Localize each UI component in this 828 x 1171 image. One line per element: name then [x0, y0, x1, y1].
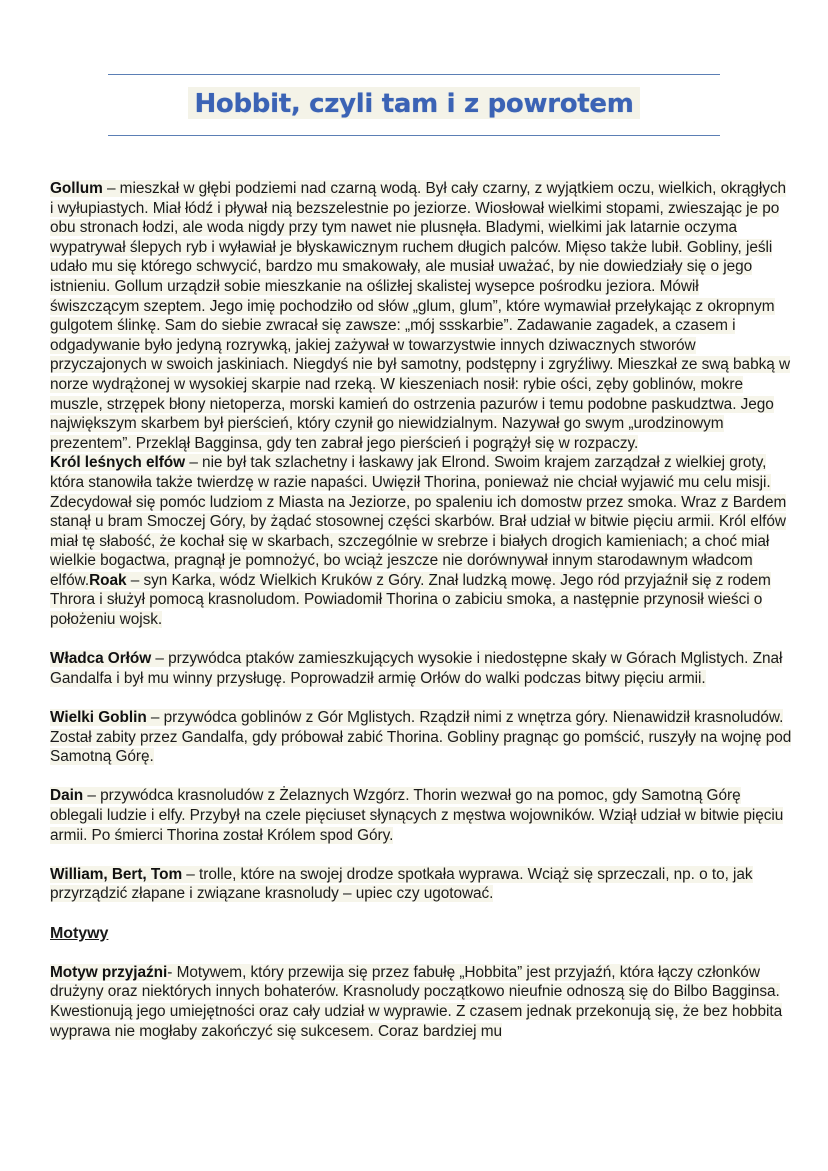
document-title-text: Hobbit, czyli tam i z powrotem: [188, 87, 639, 119]
section-heading-text: Motywy: [50, 924, 109, 942]
paragraph-dain: [50, 786, 792, 845]
term-gollum: Gollum: [50, 180, 103, 197]
text-wladca-orlow: – przywódca ptaków zamieszkujących wysokie i niedostępne skały w Górach Mglistych. Znał Gandalfa i był mu winny przysługę. Poprowadził armię Orłów do walki podczas bitwy pięciu armii.: [50, 650, 783, 687]
paragraph-krol-elfow: [50, 453, 792, 629]
paragraph-krol-elfow-highlight: [50, 454, 786, 628]
text-trolle: – trolle, które na swojej drodze spotkała wyprawa. Wciąż się sprzeczali, np. o to, jak przyrządzić złapane i związane krasnoludy – upiec czy ugotować.: [50, 865, 753, 903]
paragraph-trolle-highlight: [50, 866, 753, 903]
paragraph-wielki-goblin-highlight: [50, 709, 791, 765]
paragraph-gollum: [50, 179, 792, 453]
term-trolle: William, Bert, Tom: [50, 865, 183, 883]
paragraph-wladca-orlow-highlight: [50, 650, 782, 687]
paragraph-dain-highlight: [50, 787, 783, 843]
text-gollum: – mieszkał w głębi podziemi nad czarną wodą. Był cały czarny, z wyjątkiem oczu, wielkich, okrągłych i wyłupiastych. Miał łódź i pływał nią bezszelestnie po jeziorze. Wiosłował wielkimi stopami, zwieszając je po obu stronach łodzi, ale woda nigdy przy tym nawet nie plusnęła. Bladymi, wielkimi jak latarnie oczyma wypatrywał ślepych ryb i wyławiał je błyskawicznym ruchem długich palców. Mięso także lubił. Gobliny, jeśli udało mu się którego schwycić, bardzo mu smakowały, ale musiał uważać, by nie dowiedziały się o jego istnieniu. Gollum urządził sobie mieszkanie na oślizłej skalistej wysepce pośrodku jeziora. Mówił świszczącym szeptem. Jego imię pochodziło od słów „glum, glum”, które wymawiał przełykając z okropnym gulgotem ślinkę. Sam do siebie zwracał się zawsze: „mój ssskarbie”. Zadawanie zagadek, a czasem i odgadywanie było jedyną rozrywką, jakiej zażywał w towarzystwie innych dziwacznych stworów przyczajonych w swoich jaskiniach. Niegdyś nie był samotny, podstępny i zgryźliwy. Mieszkał ze swą babką w norze wydrążonej w wysokiej skarpie nad rzeką. W kieszeniach nosił: rybie ości, zęby goblinów, mokre muszle, strzępek błony nietoperza, morski kamień do ostrzenia pazurów i temu podobne paskudztwa. Jego największym skarbem był pierścień, który czynił go niewidzialnym. Nazywał go swym „urodzinowym prezentem”. Przeklął Bagginsa, gdy ten zabrał jego pierścień i pogrążył się w rozpaczy.: [50, 180, 791, 452]
term-wladca-orlow: Władca Orłów: [50, 650, 152, 668]
paragraph-motyw-przyjazni: [50, 963, 792, 1041]
text-wielki-goblin: – przywódca goblinów z Gór Mglistych. Rządził nimi z wnętrza góry. Nienawidził krasnoludów. Został zabity przez Gandalfa, gdy próbował zabić Thorina. Gobliny pragnąc go pomścić, ruszyły na wojnę pod Samotną Górę.: [50, 709, 792, 766]
paragraph-wladca-orlow: [50, 649, 792, 688]
term-wielki-goblin: Wielki Goblin: [50, 709, 147, 727]
paragraph-gollum-highlight: [50, 180, 790, 452]
title-rule-bottom: [108, 135, 720, 136]
term-krol-elfow: Król leśnych elfów: [50, 454, 186, 472]
document-title: [0, 86, 828, 126]
document-body: [50, 179, 792, 1041]
text-dain: – przywódca krasnoludów z Żelaznych Wzgórz. Thorin wezwał go na pomoc, gdy Samotną Górę oblegali ludzie i elfy. Przybył na czele pięciuset słynących z męstwa wojowników. Wziął udział w bitwie pięciu armii. Po śmierci Thorina został Królem spod Góry.: [50, 787, 784, 844]
text-krol-elfow: – nie był tak szlachetny i łaskawy jak Elrond. Swoim krajem zarządzał z wielkiej groty, która stanowiła także twierdzę w razie napaści. Uwięził Thorina, ponieważ nie chciał wyjawić mu celu misji. Zdecydował się pomóc ludziom z Miasta na Jeziorze, po spaleniu ich domostw przez smoka. Wraz z Bardem stanął u bram Smoczej Góry, by żądać stosownej części skarbów. Brał udział w bitwie pięciu armii. Król elfów miał tę słabość, że kochał się w skarbach, szczególnie w srebrze i białych drogich kamieniach; a choć miał wielkie bogactwa, pragnął je pomnożyć, bo wciąż jeszcze nie dorównywał innym starodawnym władcom elfów.: [50, 454, 787, 589]
text-roak: – syn Karka, wódz Wielkich Kruków z Góry. Znał ludzką mowę. Jego ród przyjaźnił się z rodem Throra i służył pomocą krasnoludom. Powiadomił Thorina o zabiciu smoka, a następnie przynosił wieści o położeniu wojsk.: [50, 571, 771, 629]
paragraph-trolle: [50, 865, 792, 904]
term-roak: Roak: [89, 571, 127, 589]
paragraph-wielki-goblin: [50, 708, 792, 767]
title-rule-top: [108, 74, 720, 75]
section-heading-motywy: [50, 924, 792, 944]
text-motyw-przyjazni: - Motywem, który przewija się przez fabułę „Hobbita” jest przyjaźń, która łączy członków drużyny oraz niektórych innych bohaterów. Krasnoludy początkowo nieufnie odnoszą się do Bilbo Bagginsa. Kwestionują jego umiejętności oraz cały udział w wyprawie. Z czasem jednak przekonują się, że bez hobbita wyprawa nie mogłaby zakończyć się sukcesem. Coraz bardziej mu: [50, 963, 783, 1040]
paragraph-motyw-przyjazni-highlight: [50, 964, 782, 1040]
term-motyw-przyjazni: Motyw przyjaźni: [50, 963, 168, 981]
term-dain: Dain: [50, 787, 84, 805]
